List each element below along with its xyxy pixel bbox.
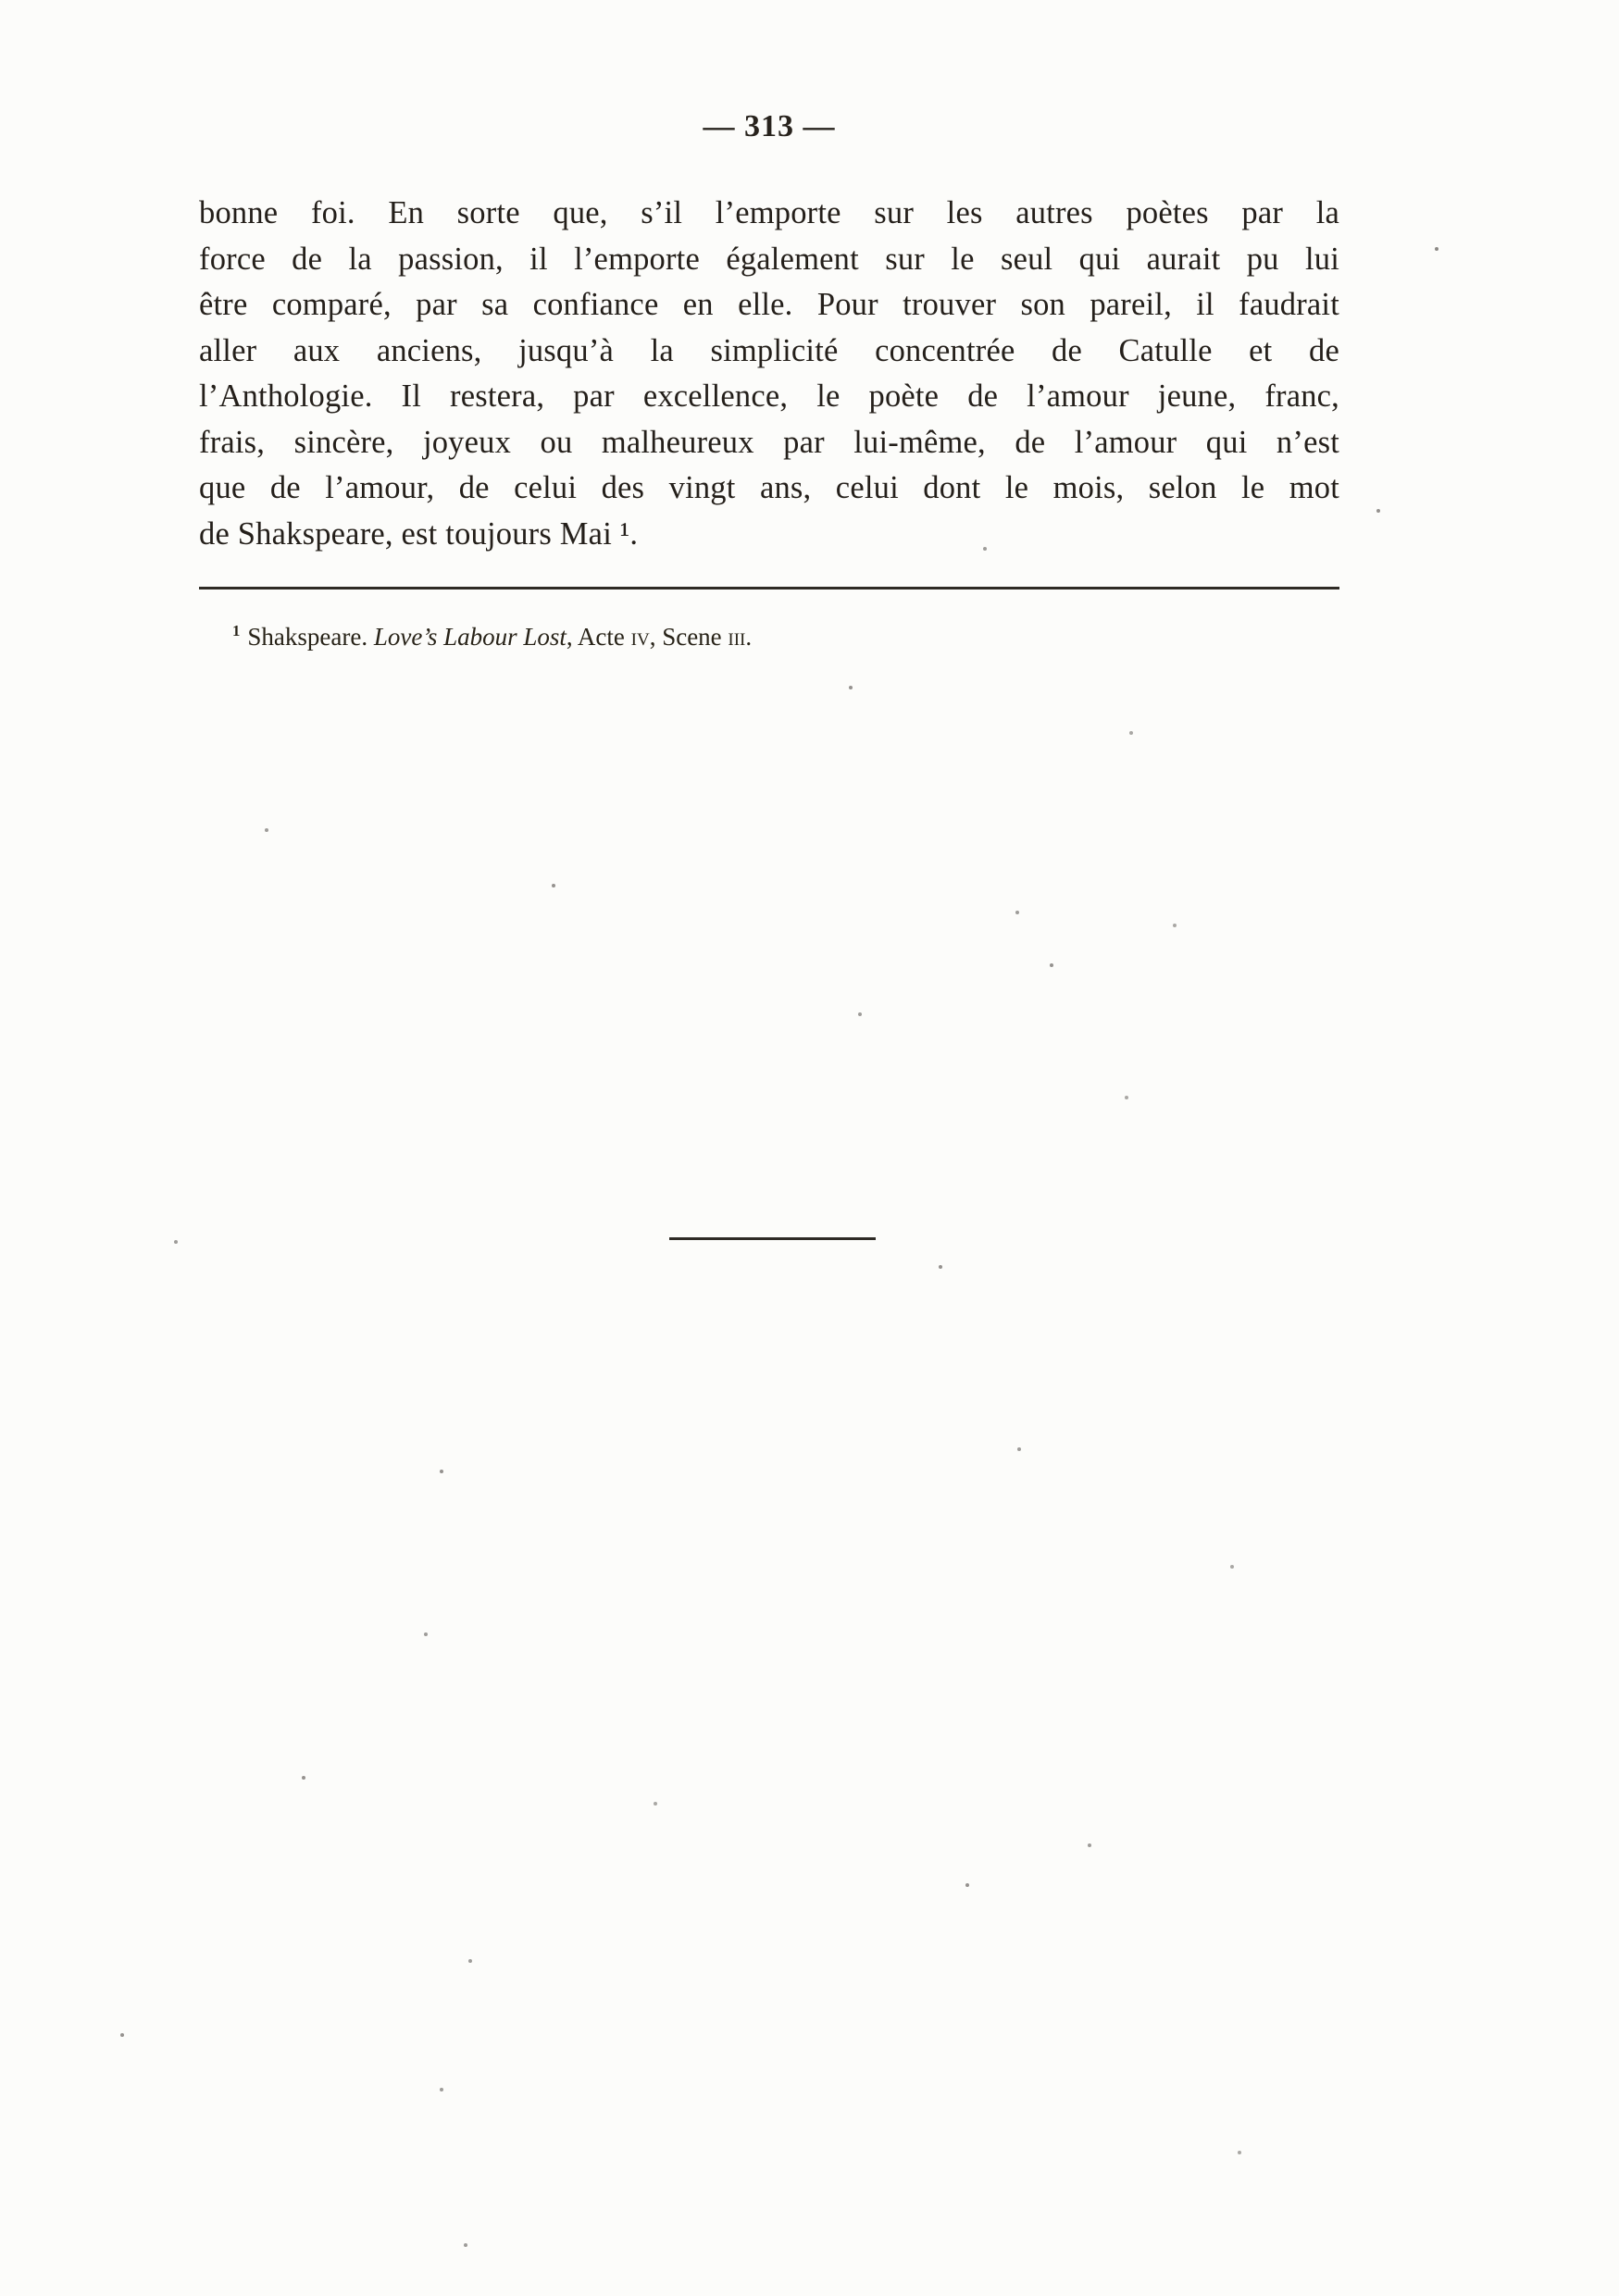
footnote-scene-numeral: iii — [728, 623, 746, 651]
footnote-text: , Scene — [649, 623, 729, 651]
page-number: — 313 — — [703, 109, 836, 143]
footnote-text: , Acte — [566, 623, 631, 651]
text-line: de Shakspeare, est toujours Mai ¹. — [199, 515, 639, 552]
text-line: l’Anthologie. Il restera, par excellence, le poète de l’amour jeune, franc, — [199, 379, 1339, 414]
text-line: que de l’amour, de celui des vingt ans, celui dont le mois, selon le mot — [199, 470, 1339, 505]
text-line: frais, sincère, joyeux ou malheureux par lui-même, de l’amour qui n’est — [199, 424, 1339, 460]
scan-noise-specks — [0, 0, 4, 4]
text-line: aller aux anciens, jusqu’à la simplicité concentrée de Catulle et de — [199, 332, 1339, 368]
text-line: être comparé, par sa confiance en elle. Pour trouver son pareil, il faudrait — [199, 287, 1339, 322]
footnote-work-title: Love’s Labour Lost — [373, 623, 567, 651]
section-end-divider — [669, 1237, 876, 1240]
text-line: force de la passion, il l’emporte également sur le seul qui aurait pu lui — [199, 241, 1339, 277]
footnote-author: Shakspeare. — [247, 623, 374, 651]
footnote — [199, 613, 1339, 655]
footnote-separator-rule — [199, 587, 1339, 590]
footnote-act-numeral: iv — [630, 623, 650, 651]
text-line: bonne foi. En sorte que, s’il l’emporte sur les autres poètes par la — [199, 195, 1339, 230]
footnote-marker: 1 — [232, 622, 241, 639]
main-paragraph — [199, 191, 1339, 557]
footnote-text: . — [745, 623, 753, 651]
